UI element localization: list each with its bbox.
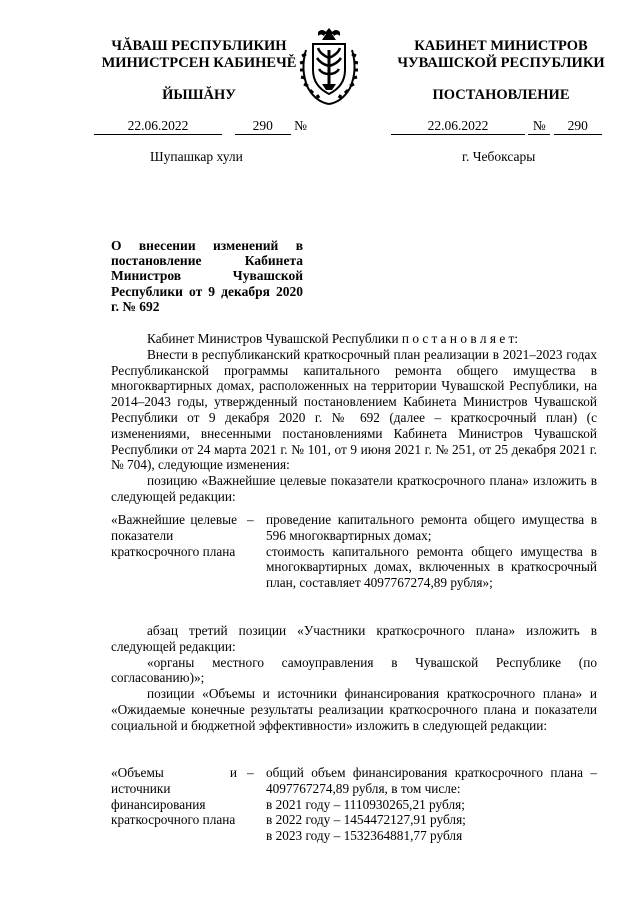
doc-number-left: 290 bbox=[235, 118, 291, 135]
header-left bbox=[88, 38, 310, 72]
table2-right-item-1: общий объем финансирования краткосрочного плана – 4097767274,89 рубля, в том числе: bbox=[266, 765, 597, 796]
table1-right-item-1: проведение капитального ремонта общего имущества в 596 многоквартирных домах; bbox=[266, 512, 597, 543]
date-right: 22.06.2022 bbox=[391, 118, 525, 135]
paragraph-1: Внести в республиканский краткосрочный план реализации в 2021–2023 годах Республиканской программы капитального ремонта общего имущества в многоквартирных домах, расположенных на территории Чувашской Республики, на 2014–2043 годы, утвержденный постановлением Кабинета Министров Чувашской Республики от 9 декабря 2020 г. № 692 (далее – краткосрочный план) (с изменениями, внесенными постановлениями Кабинета Министров Чувашской Республики от 24 марта 2021 г. № 101, от 9 июня 2021 г. № 251, от 25 декабря 2021 г. № 704), следующие изменения: bbox=[111, 346, 597, 473]
paragraph-5: позиции «Объемы и источники финансирования краткосрочного плана» и «Ожидаемые конечные результаты реализации краткосрочного плана и показатели социальной и бюджетной эффективности» изложить в следующей редакции: bbox=[111, 686, 597, 733]
place-right: г. Чебоксары bbox=[462, 149, 536, 164]
document-title: О внесении изменений в постановление Кабинета Министров Чувашской Республики от 9 декабря 2020 г. № 692 bbox=[111, 238, 303, 314]
number-line-left bbox=[94, 118, 316, 136]
table2-dash: – bbox=[247, 765, 254, 780]
table2-right-item-2: в 2021 году – 1110930265,21 рубля; bbox=[266, 796, 465, 812]
header-left-line2: МИНИСТРСЕН КАБИНЕЧĚ bbox=[101, 55, 297, 71]
table1-right-cell bbox=[266, 512, 597, 591]
table2-right-item-4: в 2023 году – 1532364881,77 рубля bbox=[266, 828, 463, 844]
doc-number-right: 290 bbox=[554, 118, 602, 135]
document-body bbox=[111, 331, 597, 505]
paragraph-3: абзац третий позиции «Участники краткосрочного плана» изложить в следующей редакции: bbox=[111, 623, 597, 654]
date-left: 22.06.2022 bbox=[94, 118, 222, 135]
table2-right-cell bbox=[266, 765, 597, 844]
decree-line: Кабинет Министров Чувашской Республики п о с т а н о в л я е т: bbox=[147, 331, 519, 346]
paragraph-2: позицию «Важнейшие целевые показатели краткосрочного плана» изложить в следующей редакции: bbox=[111, 473, 597, 504]
header-right-line2: ЧУВАШСКОЙ РЕСПУБЛИКИ bbox=[397, 55, 605, 71]
table1-right-item-2: стоимость капитального ремонта общего имущества в многоквартирных домах, включенных в краткосрочный план, составляет 4097767274,89 рубля»; bbox=[266, 543, 597, 591]
header-right bbox=[385, 38, 617, 72]
number-sign-right: № bbox=[528, 118, 550, 135]
number-line-right bbox=[391, 118, 621, 136]
paragraph-4: «органы местного самоуправления в Чувашской Республике (по согласованию)»; bbox=[111, 654, 597, 686]
header-right-line1: КАБИНЕТ МИНИСТРОВ bbox=[414, 38, 588, 54]
place-left: Шупашкар хули bbox=[150, 149, 243, 164]
header-right-doc-type: ПОСТАНОВЛЕНИЕ bbox=[432, 87, 570, 103]
table2-left-cell: «Объемы и источники финансирования краткосрочного плана bbox=[111, 765, 237, 828]
number-sign-left: № bbox=[294, 118, 308, 133]
table2-right-item-3: в 2022 году – 1454472127,91 рубля; bbox=[266, 812, 466, 828]
document-body-continued bbox=[111, 623, 597, 734]
header-left-doc-type: ЙЫШĂНУ bbox=[162, 87, 236, 103]
coat-of-arms-emblem bbox=[296, 24, 362, 108]
table1-dash: – bbox=[247, 512, 254, 527]
header-left-line1: ЧĂВАШ РЕСПУБЛИКИН bbox=[111, 38, 287, 54]
table1-left-cell: «Важнейшие целевые показатели краткосрочного плана bbox=[111, 512, 237, 559]
